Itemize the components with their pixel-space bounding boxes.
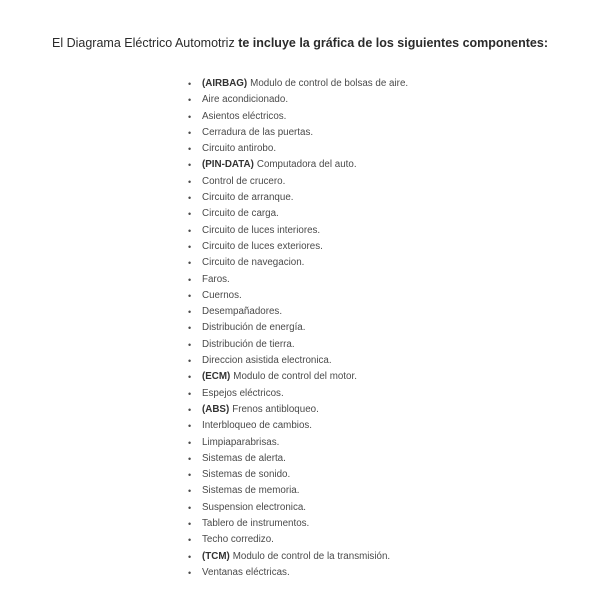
list-item <box>188 483 408 499</box>
list-item <box>188 516 408 532</box>
list-item-text: Sistemas de memoria. <box>202 485 300 497</box>
bullet-icon: • <box>188 486 192 497</box>
bullet-icon: • <box>188 421 192 432</box>
bullet-icon: • <box>188 111 192 122</box>
list-item-text: Distribución de tierra. <box>202 338 295 350</box>
list-item <box>188 190 408 206</box>
list-item-text: Distribución de energía. <box>202 322 306 334</box>
bullet-icon: • <box>188 519 192 530</box>
list-item-text: Circuito de luces exteriores. <box>202 240 323 252</box>
list-item <box>188 532 408 548</box>
list-item-text: Sistemas de sonido. <box>202 469 291 481</box>
list-item <box>188 141 408 157</box>
bullet-icon: • <box>188 502 192 513</box>
bullet-icon: • <box>188 535 192 546</box>
list-item-tag: (ECM) <box>202 371 231 383</box>
list-item-text: Circuito de navegacion. <box>202 257 305 269</box>
list-item <box>188 174 408 190</box>
list-item-text: Circuito de carga. <box>202 208 279 220</box>
bullet-icon: • <box>188 176 192 187</box>
list-item <box>188 206 408 222</box>
bullet-icon: • <box>188 323 192 334</box>
list-item-text: Modulo de control de la transmisión. <box>232 550 391 562</box>
list-item-tag: (TCM) <box>202 550 230 562</box>
bullet-icon: • <box>188 404 192 415</box>
list-item <box>188 239 408 255</box>
list-item <box>188 337 408 353</box>
list-item-text: Direccion asistida electronica. <box>202 355 332 367</box>
list-item <box>188 402 408 418</box>
list-item-text: Espejos eléctricos. <box>202 387 284 399</box>
bullet-icon: • <box>188 372 192 383</box>
list-item-text: Modulo de control del motor. <box>233 371 357 383</box>
list-item <box>188 386 408 402</box>
list-item-text: Cuernos. <box>202 289 242 301</box>
bullet-icon: • <box>188 437 192 448</box>
bullet-icon: • <box>188 241 192 252</box>
bullet-icon: • <box>188 95 192 106</box>
list-item-text: Sistemas de alerta. <box>202 452 286 464</box>
list-item <box>188 353 408 369</box>
list-item-text: Faros. <box>202 273 230 285</box>
bullet-icon: • <box>188 193 192 204</box>
bullet-icon: • <box>188 551 192 562</box>
list-item <box>188 565 408 581</box>
list-item <box>188 500 408 516</box>
list-item <box>188 451 408 467</box>
list-item <box>188 320 408 336</box>
bullet-icon: • <box>188 388 192 399</box>
bullet-icon: • <box>188 127 192 138</box>
list-item-text: Suspension electronica. <box>202 501 307 513</box>
list-item <box>188 109 408 125</box>
list-item-text: Asientos eléctricos. <box>202 110 287 122</box>
bullet-icon: • <box>188 567 192 578</box>
list-item <box>188 223 408 239</box>
list-item <box>188 369 408 385</box>
bullet-icon: • <box>188 307 192 318</box>
bullet-icon: • <box>188 79 192 89</box>
list-item-text: Modulo de control de bolsas de aire. <box>250 78 409 89</box>
bullet-icon: • <box>188 258 192 269</box>
list-item <box>188 288 408 304</box>
bullet-icon: • <box>188 290 192 301</box>
list-item-text: Control de crucero. <box>202 175 286 187</box>
component-list <box>188 76 408 581</box>
list-item-text: Limpiaparabrisas. <box>202 436 280 448</box>
list-item-tag: (PIN-DATA) <box>202 159 254 171</box>
list-item <box>188 304 408 320</box>
list-item-text: Cerradura de las puertas. <box>202 126 314 138</box>
list-item-text: Desempañadores. <box>202 306 283 318</box>
list-item-text: Ventanas eléctricas. <box>202 566 290 578</box>
list-item-text: Frenos antibloqueo. <box>232 403 319 415</box>
list-item-text: Computadora del auto. <box>256 159 357 171</box>
intro-heading-plain: El Diagrama Eléctrico Automotriz <box>52 36 235 50</box>
list-item-text: Techo corredizo. <box>202 534 274 546</box>
bullet-icon: • <box>188 339 192 350</box>
bullet-icon: • <box>188 209 192 220</box>
list-item <box>188 549 408 565</box>
bullet-icon: • <box>188 356 192 367</box>
intro-heading-strong: te incluye la gráfica de los siguientes componentes: <box>238 36 548 50</box>
list-item-text: Interbloqueo de cambios. <box>202 420 313 432</box>
list-item <box>188 92 408 108</box>
list-item <box>188 467 408 483</box>
intro-heading <box>0 35 600 52</box>
list-item-text: Circuito de arranque. <box>202 192 294 204</box>
list-item-text: Circuito de luces interiores. <box>202 224 321 236</box>
bullet-icon: • <box>188 225 192 236</box>
bullet-icon: • <box>188 144 192 155</box>
bullet-icon: • <box>188 274 192 285</box>
list-item <box>188 157 408 173</box>
list-item-text: Circuito antirobo. <box>202 143 277 155</box>
list-item <box>188 76 408 92</box>
list-item <box>188 125 408 141</box>
list-item <box>188 418 408 434</box>
list-item-text: Tablero de instrumentos. <box>202 518 310 530</box>
bullet-icon: • <box>188 160 192 171</box>
bullet-icon: • <box>188 453 192 464</box>
list-item <box>188 435 408 451</box>
list-item-tag: (AIRBAG) <box>202 78 248 89</box>
bullet-icon: • <box>188 470 192 481</box>
list-item-text: Aire acondicionado. <box>202 94 289 106</box>
list-item-tag: (ABS) <box>202 403 230 415</box>
list-item <box>188 272 408 288</box>
list-item <box>188 255 408 271</box>
